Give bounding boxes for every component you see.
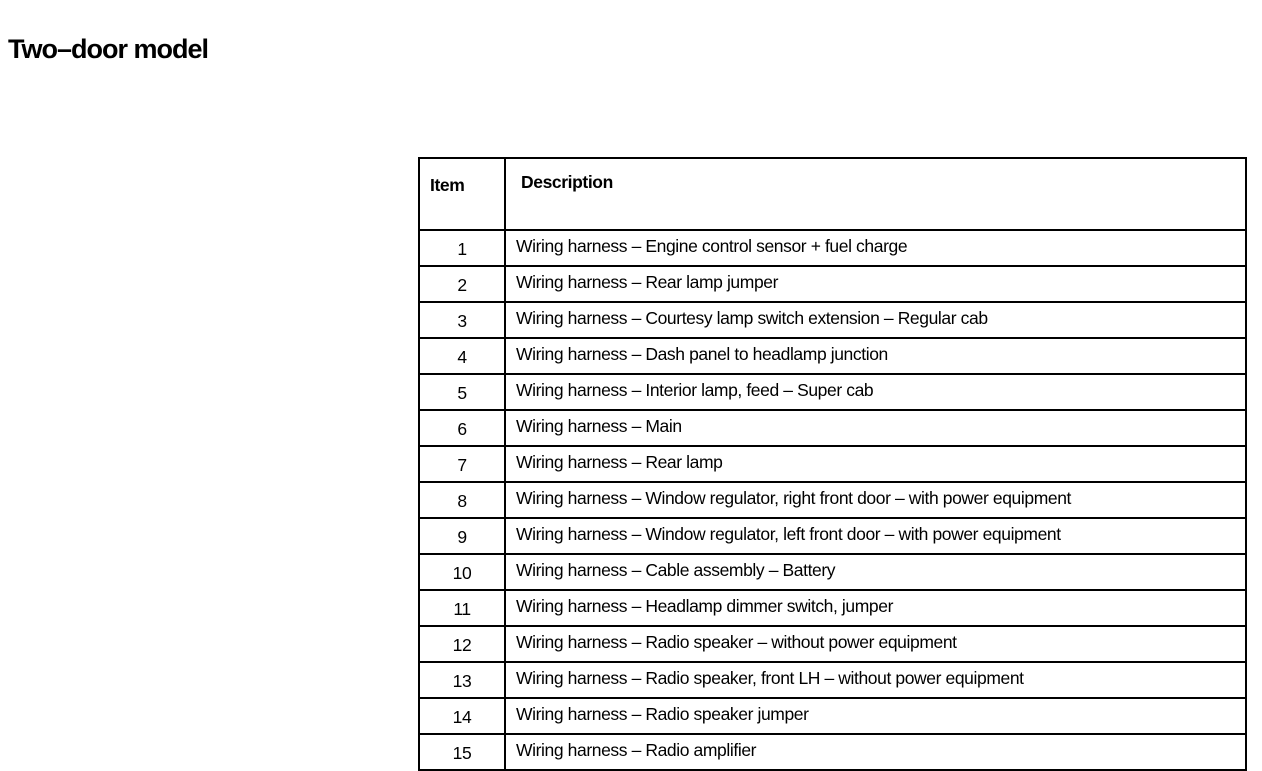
- table-header: [419, 158, 1246, 230]
- header-row: [419, 158, 1246, 230]
- table-row: [419, 374, 1246, 410]
- description-cell: Wiring harness – Cable assembly – Battery: [505, 554, 1246, 590]
- description-cell: Wiring harness – Engine control sensor + fuel charge: [505, 230, 1246, 266]
- parts-table: [418, 157, 1247, 771]
- table-body: [419, 230, 1246, 770]
- table-row: [419, 482, 1246, 518]
- description-cell: Wiring harness – Interior lamp, feed – Super cab: [505, 374, 1246, 410]
- description-cell: Wiring harness – Dash panel to headlamp junction: [505, 338, 1246, 374]
- table-row: [419, 446, 1246, 482]
- description-cell: Wiring harness – Rear lamp jumper: [505, 266, 1246, 302]
- table-row: [419, 338, 1246, 374]
- table-row: [419, 518, 1246, 554]
- table-row: [419, 554, 1246, 590]
- table-row: [419, 302, 1246, 338]
- description-cell: Wiring harness – Window regulator, right front door – with power equipment: [505, 482, 1246, 518]
- description-cell: Wiring harness – Radio speaker jumper: [505, 698, 1246, 734]
- item-number-cell: 14: [419, 698, 505, 734]
- description-cell: Wiring harness – Courtesy lamp switch extension – Regular cab: [505, 302, 1246, 338]
- item-number-cell: 5: [419, 374, 505, 410]
- description-cell: Wiring harness – Radio speaker – without power equipment: [505, 626, 1246, 662]
- item-number-cell: 15: [419, 734, 505, 770]
- table-row: [419, 266, 1246, 302]
- table-row: [419, 626, 1246, 662]
- table-row: [419, 698, 1246, 734]
- table-row: [419, 590, 1246, 626]
- table-row: [419, 662, 1246, 698]
- description-cell: Wiring harness – Radio speaker, front LH – without power equipment: [505, 662, 1246, 698]
- item-number-cell: 12: [419, 626, 505, 662]
- item-number-cell: 6: [419, 410, 505, 446]
- item-number-cell: 8: [419, 482, 505, 518]
- description-cell: Wiring harness – Rear lamp: [505, 446, 1246, 482]
- item-column-header: Item: [419, 158, 505, 230]
- page-title: Two–door model: [8, 34, 208, 64]
- item-number-cell: 10: [419, 554, 505, 590]
- item-number-cell: 4: [419, 338, 505, 374]
- item-number-cell: 3: [419, 302, 505, 338]
- item-number-cell: 13: [419, 662, 505, 698]
- item-number-cell: 11: [419, 590, 505, 626]
- item-number-cell: 1: [419, 230, 505, 266]
- item-number-cell: 2: [419, 266, 505, 302]
- description-cell: Wiring harness – Main: [505, 410, 1246, 446]
- description-cell: Wiring harness – Headlamp dimmer switch, jumper: [505, 590, 1246, 626]
- item-number-cell: 9: [419, 518, 505, 554]
- table-row: [419, 734, 1246, 770]
- description-cell: Wiring harness – Window regulator, left front door – with power equipment: [505, 518, 1246, 554]
- description-cell: Wiring harness – Radio amplifier: [505, 734, 1246, 770]
- item-number-cell: 7: [419, 446, 505, 482]
- description-column-header: Description: [505, 158, 1246, 230]
- table-row: [419, 410, 1246, 446]
- table-row: [419, 230, 1246, 266]
